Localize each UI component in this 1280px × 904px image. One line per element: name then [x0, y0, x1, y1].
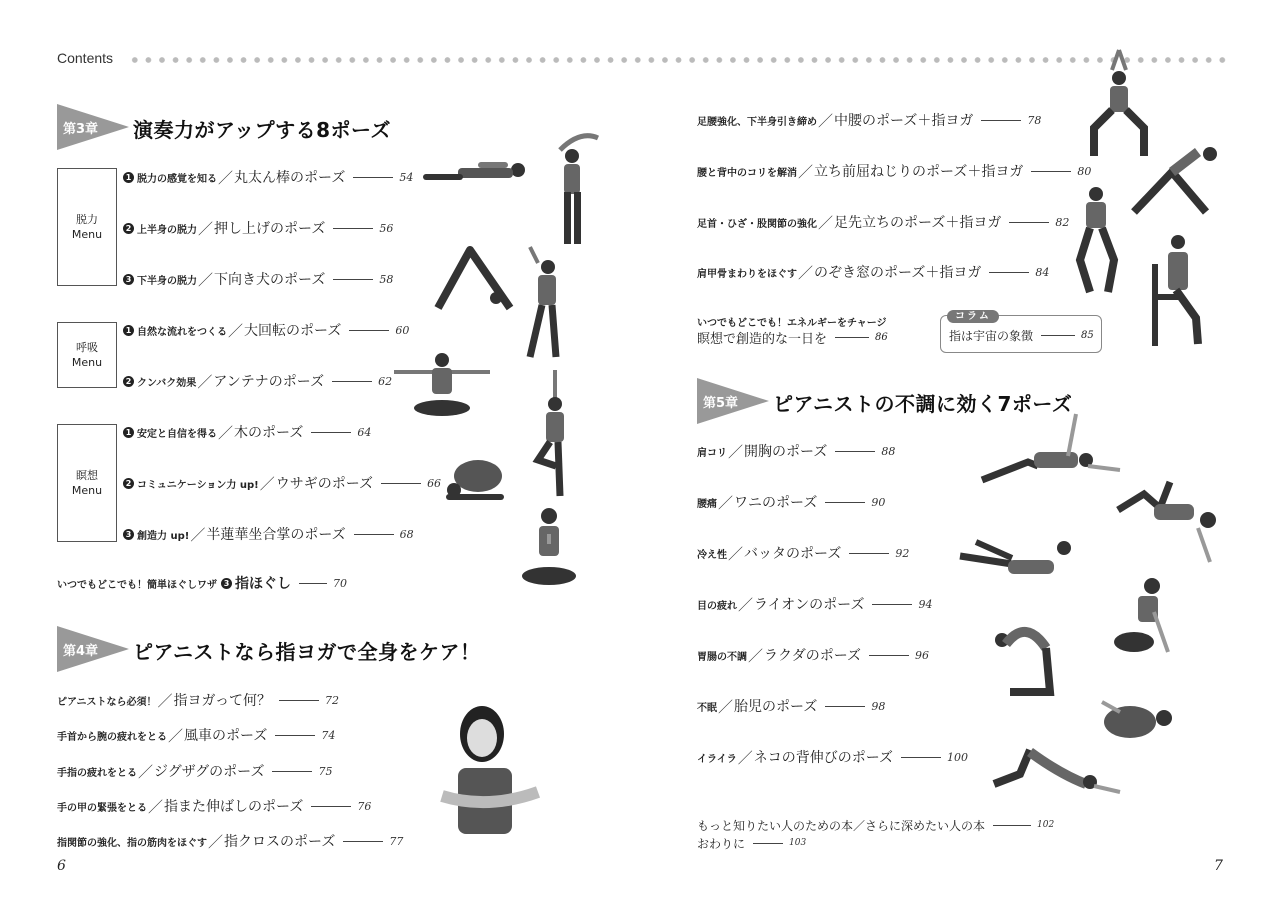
toc-entry[interactable]: 足首・ひざ・股関節の強化 ／ 足先立ちのポーズ＋指ヨガ 82	[697, 213, 1070, 232]
toc-entry-afterword[interactable]	[697, 833, 806, 853]
entry-number: 2	[123, 376, 134, 387]
entry-page: 68	[399, 527, 414, 541]
pose-figure-chest-open	[978, 410, 1124, 486]
entry-page: 60	[395, 323, 410, 337]
toc-entry[interactable]: イライラ ／ ネコの背伸びのポーズ 100	[697, 748, 969, 767]
toc-entry[interactable]: 不眠 ／ 胎児のポーズ 98	[697, 697, 886, 716]
entry-tag: クンバク効果	[137, 377, 197, 389]
toc-entry[interactable]: 足腰強化、下半身引き締め ／ 中腰のポーズ＋指ヨガ 78	[697, 111, 1042, 130]
entry-title: 胎児のポーズ	[734, 699, 818, 715]
entry-tag: 安定と自信を得る	[137, 428, 217, 440]
entry-page: 90	[871, 495, 886, 509]
entry-tag: いつでもどこでも！簡単ほぐしワザ	[57, 579, 217, 591]
entry-page: 78	[1027, 113, 1042, 127]
entry-title: 瞑想で創造的な一日を	[697, 331, 828, 347]
entry-number: 1	[123, 325, 134, 336]
entry-page: 70	[333, 576, 347, 590]
entry-page: 76	[357, 799, 372, 813]
entry-title: 押し上げのポーズ	[214, 221, 326, 237]
toc-entry[interactable]: 手指の疲れをとる ／ ジグザグのポーズ 75	[57, 762, 333, 781]
entry-number: 2	[123, 478, 134, 489]
entry-title: 開胸のポーズ	[744, 444, 828, 460]
entry-page: 103	[789, 838, 807, 848]
column-box[interactable]	[940, 311, 1102, 353]
entry-page: 66	[427, 476, 442, 490]
toc-entry[interactable]: 肩コリ ／ 開胸のポーズ 88	[697, 442, 896, 461]
toc-entry[interactable]: 目の疲れ ／ ライオンのポーズ 94	[697, 595, 933, 614]
entry-tag: 手指の疲れをとる	[57, 767, 137, 779]
entry-tag: 胃腸の不調	[697, 651, 747, 663]
chapter3-badge: 第3章	[57, 104, 129, 150]
entry-number: 1	[123, 427, 134, 438]
pose-figure-lying	[418, 152, 528, 192]
entry-tag: 下半身の脱力	[137, 275, 197, 287]
entry-tag: 冷え性	[697, 549, 727, 561]
toc-entry[interactable]: 2 上半身の脱力 ／ 押し上げのポーズ 56	[123, 218, 393, 238]
entry-title: 指また伸ばしのポーズ	[164, 799, 304, 815]
entry-page: 88	[881, 444, 896, 458]
entry-number: 1	[123, 172, 134, 183]
entry-page: 72	[324, 693, 339, 707]
entry-page: 84	[1035, 265, 1050, 279]
column-page: 85	[1081, 330, 1094, 341]
entry-title: 足先立ちのポーズ＋指ヨガ	[834, 215, 1002, 231]
toc-entry[interactable]: 胃腸の不調 ／ ラクダのポーズ 96	[697, 646, 930, 665]
entry-title: アンテナのポーズ	[213, 374, 325, 390]
entry-page: 58	[379, 272, 394, 286]
entry-tag: イライラ	[697, 753, 737, 765]
entry-tag: 上半身の脱力	[137, 224, 197, 236]
pose-figure-fetal	[1094, 692, 1178, 746]
contents-label: Contents	[57, 50, 114, 66]
portrait-figure-finger-yoga	[438, 700, 544, 834]
pose-figure-lotus	[520, 504, 578, 588]
pose-figure-chair	[1148, 228, 1208, 348]
pose-figure-rabbit	[440, 456, 510, 502]
pose-figure-lion	[1110, 572, 1174, 656]
entry-title: 大回転のポーズ	[244, 323, 342, 339]
entry-page: 98	[871, 699, 886, 713]
toc-entry[interactable]: 肩甲骨まわりをほぐす ／ のぞき窓のポーズ＋指ヨガ 84	[697, 263, 1050, 282]
pose-figure-stretch	[540, 130, 606, 250]
entry-title: 半蓮華坐合掌のポーズ	[206, 527, 346, 543]
pose-figure-antenna	[390, 348, 494, 420]
pose-figure-rotation	[520, 245, 570, 365]
entry-tag: 創造力 up!	[137, 530, 190, 542]
pose-figure-forward-twist	[1128, 142, 1224, 218]
entry-title: 指ヨガって何？	[173, 693, 271, 709]
toc-entry-books[interactable]	[697, 815, 1054, 835]
entry-page: 82	[1055, 215, 1070, 229]
entry-title: もっと知りたい人のための本／さらに深めたい人の本	[697, 818, 986, 833]
pose-figure-tiptoe	[1070, 180, 1130, 296]
entry-page: 77	[389, 834, 404, 848]
toc-entry[interactable]: 1 脱力の感覚を知る ／ 丸太ん棒のポーズ 54	[123, 167, 413, 187]
entry-tag: 目の疲れ	[697, 600, 737, 612]
menu-box-breath: 呼吸 Menu	[57, 322, 117, 388]
entry-tag: 自然な流れをつくる	[137, 326, 227, 338]
entry-title: 中腰のポーズ＋指ヨガ	[834, 113, 974, 129]
toc-entry[interactable]: 2 コミュニケーション力 up! ／ ウサギのポーズ 66	[123, 473, 441, 493]
entry-tag: 手の甲の緊張をとる	[57, 802, 147, 814]
entry-number: 2	[123, 223, 134, 234]
pose-figure-downward-dog	[430, 242, 520, 314]
entry-page: 102	[1037, 820, 1055, 830]
entry-number: 3	[123, 529, 134, 540]
entry-tag: ピアニストなら必須！	[57, 696, 157, 708]
entry-title: ワニのポーズ	[734, 495, 818, 511]
entry-tag: コミュニケーション力 up!	[137, 479, 259, 491]
toc-entry-finger-loosening[interactable]	[57, 573, 347, 593]
entry-title: のぞき窓のポーズ＋指ヨガ	[814, 265, 982, 281]
toc-entry[interactable]: 腰と背中のコリを解消 ／ 立ち前屈ねじりのポーズ＋指ヨガ 80	[697, 162, 1092, 181]
toc-entry[interactable]: 手首から腕の疲れをとる ／ 風車のポーズ 74	[57, 726, 336, 745]
entry-page: 64	[357, 425, 372, 439]
toc-entry[interactable]: 2 クンバク効果 ／ アンテナのポーズ 62	[123, 371, 392, 391]
chapter4-badge: 第4章	[57, 626, 129, 672]
entry-title: ライオンのポーズ	[754, 597, 865, 613]
page-number-left: 6	[57, 858, 66, 874]
entry-tag: 肩コリ	[697, 447, 727, 459]
chapter5-title: ピアニストの不調に効く7ポーズ	[773, 392, 1073, 416]
pose-figure-crocodile	[1114, 478, 1226, 564]
entry-title: 下向き犬のポーズ	[214, 272, 326, 288]
entry-page: 56	[379, 221, 394, 235]
entry-title: 指ほぐし	[235, 576, 291, 592]
entry-page: 75	[318, 764, 333, 778]
dotted-rule	[128, 56, 1228, 64]
entry-tag: 指関節の強化、指の筋肉をほぐす	[57, 837, 207, 849]
entry-title: おわりに	[697, 836, 746, 851]
entry-title: 風車のポーズ	[184, 728, 268, 744]
entry-title: ジグザグのポーズ	[154, 764, 265, 780]
entry-title: 木のポーズ	[234, 425, 304, 441]
entry-title: ウサギのポーズ	[275, 476, 374, 492]
entry-page: 74	[321, 728, 336, 742]
entry-tag: 足腰強化、下半身引き締め	[697, 116, 817, 128]
chapter3-title: 演奏力がアップする8ポーズ	[133, 118, 392, 142]
entry-page: 54	[399, 170, 414, 184]
entry-tag: 足首・ひざ・股関節の強化	[697, 218, 817, 230]
toc-entry-meditation[interactable]	[697, 314, 888, 346]
entry-number: 3	[221, 578, 232, 589]
pose-figure-locust	[956, 534, 1080, 582]
entry-title: 立ち前屈ねじりのポーズ＋指ヨガ	[814, 164, 1024, 180]
entry-title: バッタのポーズ	[744, 546, 842, 562]
entry-tag: 手首から腕の疲れをとる	[57, 731, 167, 743]
menu-box-meditation: 瞑想 Menu	[57, 424, 117, 542]
entry-page: 96	[915, 648, 930, 662]
toc-entry[interactable]: 指関節の強化、指の筋肉をほぐす ／ 指クロスのポーズ 77	[57, 832, 404, 851]
pose-figure-camel	[990, 620, 1062, 698]
entry-page: 86	[875, 331, 888, 343]
entry-tag: いつでもどこでも！エネルギーをチャージ	[697, 318, 887, 329]
toc-entry[interactable]: 冷え性 ／ バッタのポーズ 92	[697, 544, 910, 563]
toc-entry[interactable]: 3 下半身の脱力 ／ 下向き犬のポーズ 58	[123, 269, 393, 289]
toc-entry[interactable]: ピアニストなら必須！ ／ 指ヨガって何？ 72	[57, 691, 339, 710]
chapter4-title: ピアニストなら指ヨガで全身をケア！	[133, 640, 481, 664]
toc-entry[interactable]: 1 自然な流れをつくる ／ 大回転のポーズ 60	[123, 320, 409, 340]
entry-title: ラクダのポーズ	[764, 648, 862, 664]
column-tag: コラム	[947, 310, 999, 323]
toc-entry[interactable]: 3 創造力 up! ／ 半蓮華坐合掌のポーズ 68	[123, 524, 414, 544]
entry-tag: 脱力の感覚を知る	[137, 173, 217, 185]
entry-page: 94	[918, 597, 933, 611]
entry-tag: 不眠	[697, 702, 717, 714]
column-title: 指は宇宙の象徴	[949, 329, 1034, 343]
toc-entry[interactable]: 腰痛 ／ ワニのポーズ 90	[697, 493, 886, 512]
entry-title: 丸太ん棒のポーズ	[234, 170, 346, 186]
entry-tag: 腰と背中のコリを解消	[697, 167, 797, 179]
page-number-right: 7	[1214, 858, 1223, 874]
toc-entry[interactable]: 手の甲の緊張をとる ／ 指また伸ばしのポーズ 76	[57, 797, 372, 816]
entry-number: 3	[123, 274, 134, 285]
pose-figure-tree	[530, 368, 580, 502]
entry-page: 80	[1077, 164, 1092, 178]
entry-title: ネコの背伸びのポーズ	[753, 750, 894, 766]
entry-tag: 肩甲骨まわりをほぐす	[697, 268, 797, 280]
pose-figure-cat-stretch	[990, 744, 1124, 796]
entry-page: 100	[947, 750, 969, 764]
menu-box-relax: 脱力 Menu	[57, 168, 117, 286]
entry-tag: 腰痛	[697, 498, 717, 510]
toc-entry[interactable]: 1 安定と自信を得る ／ 木のポーズ 64	[123, 422, 371, 442]
chapter5-badge: 第5章	[697, 378, 769, 424]
entry-page: 62	[378, 374, 393, 388]
entry-page: 92	[895, 546, 910, 560]
entry-title: 指クロスのポーズ	[224, 834, 336, 850]
